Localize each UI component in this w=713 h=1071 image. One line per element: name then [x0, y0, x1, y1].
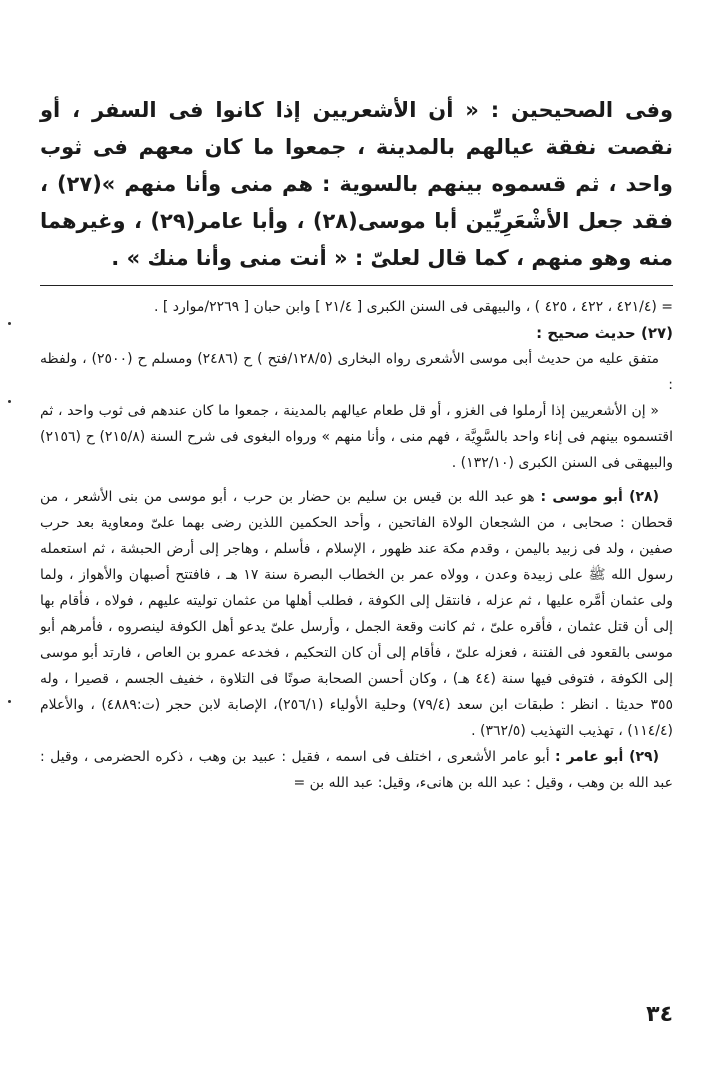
- page-body: [40, 92, 673, 796]
- footnote-29-label: (٢٩) أبو عامر :: [555, 749, 660, 765]
- footnote-27-heading: (٢٧) حديث صحيح :: [536, 324, 673, 342]
- footnote-28: [40, 484, 673, 744]
- footnote-29-text: أبو عامر الأشعرى ، اختلف فى اسمه ، فقيل : عبيد بن وهب ، ذكره الحضرمى ، وقيل : عبد الله بن وهب ، وقيل : عبد الله بن هانىء، وقيل: عبد الله بن =: [40, 749, 673, 791]
- spacer: [40, 476, 673, 484]
- footnote-27-text: متفق عليه من حديث أبى موسى الأشعرى رواه البخارى (١٢٨/٥/فتح ) ح (٢٤٨٦) ومسلم ح (٢٥٠٠) ، ولفظه :: [40, 351, 673, 393]
- footnote-27-hadith: « إن الأشعريين إذا أرملوا فى الغزو ، أو قل طعام عيالهم بالمدينة ، جمعوا ما كان عندهم فى ثوب واحد ، ثم اقتسموه بينهم فى إناء واحد بالسَّوِيَّة ، فهم منى ، وأنا منهم » ورواه البغوى فى شرح السنة (٢١٥/٨) ح (٢١٥٦) والبيهقى فى السنن الكبرى (١٣٢/١٠) .: [40, 403, 673, 471]
- footnote-28-text: هو عبد الله بن قيس بن سليم بن حضار بن حرب ، أبو موسى من بنى الأشعر ، من قحطان : صحابى ، من الشجعان الولاة الفاتحين ، وأحد الحكمين اللذين رضى بهما علىّ ومعاوية بعد حرب صفين ، ولد فى زبيد باليمن ، وقدم مكة عند ظهور ، الإسلام ، فأسلم ، وهاجر إلى أرض الحبشة ، ثم استعمله رسول الله ﷺ على زبيدة وعدن ، وولاه عمر بن الخطاب البصرة سنة ١٧ هـ ، فافتتح أصبهان والأهواز ، ولما ولى عثمان أمَّره عليها ، ثم عزله ، فانتقل إلى الكوفة ، فطلب أهلها من عثمان توليته عليهم ، فولاه ، فأقام بها إلى أن قتل عثمان ، فأقره علىّ ، ثم كانت وقعة الجمل ، وأرسل علىّ يدعو أهل الكوفة لينصروه ، فأمرهم أبو موسى بالقعود فى الفتنة ، فعزله علىّ ، فأقام إلى أن كان التحكيم ، فخدعه عمرو بن العاص ، فارتد أبو موسى إلى الكوفة ، فتوفى فيها سنة (٤٤ هـ) ، وكان أحسن الصحابة صوتًا فى التلاوة ، خفيف الجسم ، قصيرا ، وله ٣٥٥ حديثا . انظر : طبقات ابن سعد (٧٩/٤) وحلية الأولياء (٢٥٦/١)، الإصابة لابن حجر (ت:٤٨٨٩) ، والأعلام (١١٤/٤) ، تهذيب التهذيب (٣٦٢/٥) .: [40, 489, 673, 739]
- margin-mark: [8, 400, 11, 403]
- page-number: ٣٤: [646, 1002, 673, 1027]
- footnote-29: [40, 744, 673, 796]
- footnote-28-label: (٢٨) أبو موسى :: [540, 489, 659, 505]
- margin-mark: [8, 322, 11, 325]
- footnote-divider: [40, 285, 673, 286]
- main-paragraph: وفى الصحيحين : « أن الأشعريين إذا كانوا فى السفر ، أو نقصت نفقة عيالهم بالمدينة ، جمعوا ما كان معهم فى ثوب واحد ، ثم قسموه بينهم بالسوية : هم منى وأنا منهم »(٢٧) ، فقد جعل الأشْعَرِيِّين أبا موسى(٢٨) ، وأبا عامر(٢٩) ، وغيرهما منه وهو منهم ، كما قال لعلىّ : « أنت منى وأنا منك » .: [40, 98, 673, 270]
- footnote-26-continuation: = (٤٢١/٤ ، ٤٢٢ ، ٤٢٥ ) ، والبيهقى فى السنن الكبرى [ ٢١/٤ ] وابن حبان [ ٢٢٦٩/موارد ] .: [153, 299, 673, 315]
- margin-mark: [8, 700, 11, 703]
